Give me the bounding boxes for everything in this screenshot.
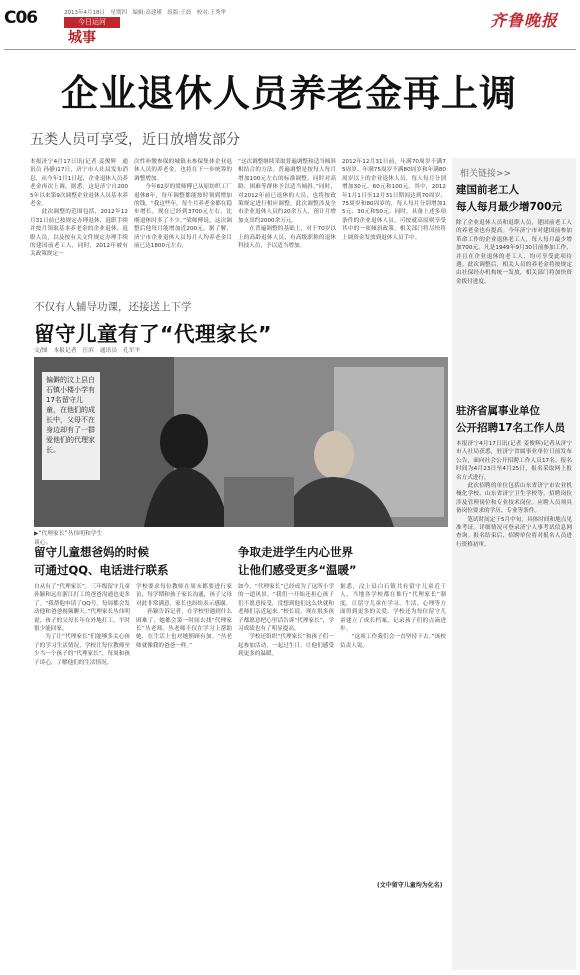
story2-headline: 留守儿童有了“代理家长” [34,322,272,346]
story2-subhead1-line2: 可通过QQ、电话进行联系 [34,563,169,577]
lead-headline: 企业退休人员养老金再上调 [61,72,517,115]
related-body: 除了企业退休人员和退职人员，建国前老工人的养老金也有提高。今年济宁市对建国前参加革命工作的企业退休老工人，每人每月最少增加700元。凡是1949年9月30日前参加工作，并且在企业退休的老工人，均可享受此项待遇。此次调整后，相关人员的养老金将按规定由社保经办机构统一发放，相关部门将加快资金拨付进度。 [456,220,572,285]
story2-column-1: 自从有了“代理家长”，三年级留守儿童孙颖和远在浙江打工的爸爸沟通也更多了。“我帮他申请了QQ号，每周都会发动他和爸爸视频聊天。”代理家长丛伟明说，孩子的父母长年在外地打工，平时很少能回家。 为了让“代理家长”们能够多关心孩子的学习生活情况，学校让每位教师至少当一个孩子的“代理家长”，每周和孩子谈心，了解他们的生活情况。 [34,584,130,666]
story2-column-3: 如今，“代理家长”已经成为了这所小学的一道风景。“我们一开始还担心孩子们不愿意接受，没想到他们这么快就和老师们亲近起来。”校长说，现在很多孩子都愿意把心里话告诉“代理家长”，学习成绩也有了明显提高。 学校还组织“代理家长”和孩子们一起参加活动，一起过生日，让他们感受到更多的温暖。 [238,584,334,658]
story2-author-note: (文中留守儿童均为化名) [377,882,443,889]
page-number: C06 [4,8,38,28]
section-name: 城事 [68,30,96,46]
lead-subheadline: 五类人员可享受，近日放增发部分 [30,132,240,148]
related-heading-line1: 建国前老工人 [456,184,519,196]
lead-column-2: 次性补缴参保的城镇未参保集体企业退休人员的养老金，也将在下一步统筹的调整增加。 今年62岁的梁师傅已从原纺织工厂退休8年，每年调整都能按时领到增加的钱。“我这些年，每个月养老金都在稳步增长，现在已经到3700元左右，比刚退休时多了不少。”梁师傅说，这次调整后他每月能增加近200元。据了解，济宁市企业退休人员每月人均养老金目前已达1800元左右， [134,159,232,250]
section-tag: 今日运河 [64,17,120,28]
related-link-label: 相关链接>> [460,169,512,179]
story2-column-4: 据悉，汶上县白石镇共有留守儿童近千人，当地各学校都在推行“代理家长”制度，让留守儿童在学习、生活、心理等方面得到更多的关爱。学校还为每位留守儿童建立了成长档案，记录孩子们的点滴进步。 “这项工作我们会一直坚持下去。”该校负责人说。 [340,584,446,649]
lead-column-3: “这次调整继续采取普遍调整和适当倾斜相结合的方法。普遍调整是按每人每月增加100元左右的标准调整，同时对高龄、困难等群体予以适当倾斜。”同时，对2012年前已退休的人员，也将按政策规定进行相应调整。此次调整涉及全市企业退休人员约20余万人，预计月增加支出约2000余万元。 在普遍调整的基础上，对于70岁以上的高龄退休人员、有高级职称的退休科技人员，予以适当增加。 [238,159,336,250]
photo-caption-box: 偏僻的汶上县白石镇小楼小学有17名留守儿童，在他们的成长中，父母不在身边却有了一群爱他们的代理家长。 [42,372,100,480]
recruit-body: 本报济宁4月17日讯(记者 姜俊辉)记者从济宁市人社局获悉，驻济宁省属事业单位日前发布公告，面向社会公开招聘工作人员17名。报名时间为4月23日至4月25日，报名采取网上报名方式进行。 此次招聘的单位包括山东省济宁市农业机械化学校、山东省济宁卫生学校等，招聘岗位涉及管理岗位和专业技术岗位。应聘人员须具备岗位要求的学历、专业等条件。 笔试时间定于5月中旬，具体时间和地点见准考证。详细情况可登录济宁人事考试信息网查询。报名结束后，招聘单位将对报名人员进行资格初审。 [456,441,572,548]
story2-column-2: 学校要求每位教师在周末都要进行家访，每学期和孩子家长沟通，孩子父母对此非常满意，家长也纷纷表示感谢。 孙颖告诉记者，在学校里遇到什么困难了，她都会第一时间去找“代理家长”丛老师。丛老师不仅在学习上帮助她，在生活上也对她照顾有加。“丛老师就像我的爸爸一样。” [136,584,232,649]
related-heading-line2: 每人每月最少增700元 [456,201,562,213]
recruit-heading-line2: 公开招聘17名工作人员 [456,422,566,434]
lead-column-1: 本报济宁4月17日讯(记者 姜俊辉 通讯员 孙静)17日，济宁市人社局发布消息，从今年1月1日起，企业退休人员养老金再次上调。据悉，这是济宁自2005年以来第9次调整企业退休人员基本养老金。 此次调整的范围包括，2012年12月31日前已按规定办理退休、退职手续并按月领取基本养老金的企业退休、退职人员，以及按有关文件规定办理手续的建国前老工人，同时，2012年被有关政策规定一 [30,159,128,258]
lead-column-4: 2012年12月31日前，年满70周岁不满75周岁、年满75周岁不满80周岁和年满80周岁以上的企业退休人员，每人每月分别增加30元、60元和100元。其中，2012年1月1日至12月31日期间达到70周岁、75周岁和80周岁的，每人每月分别增加15元、30元和50元。同时，具备上述多项条件的企业退休人员，可按就高原则享受其中的一项倾斜政策。相关部门将尽快将上调资金发放到退休人员手中。 [342,159,446,241]
issue-info: 2013年4月18日 星期四 编辑:高建瑾 组版:王晨 校对:王秀华 [64,10,227,16]
recruit-heading-line1: 驻济省属事业单位 [456,405,540,417]
photo-caption: ▶“代理家长”丛伟明和学生谈心。 [34,531,103,546]
story2-subhead1-line1: 留守儿童想爸妈的时候 [34,545,149,559]
story2-subhead2-line2: 让他们感受更多“温暖” [238,563,357,577]
header-divider [4,49,576,50]
story2-kicker: 不仅有人辅导功课，还接送上下学 [34,301,192,313]
story2-subhead2-line1: 争取走进学生内心世界 [238,545,353,559]
story2-byline: 文/图 本报记者 汪滨 通讯员 孔军平 [34,348,141,354]
newspaper-logo: 齐鲁晚报 [490,11,559,30]
